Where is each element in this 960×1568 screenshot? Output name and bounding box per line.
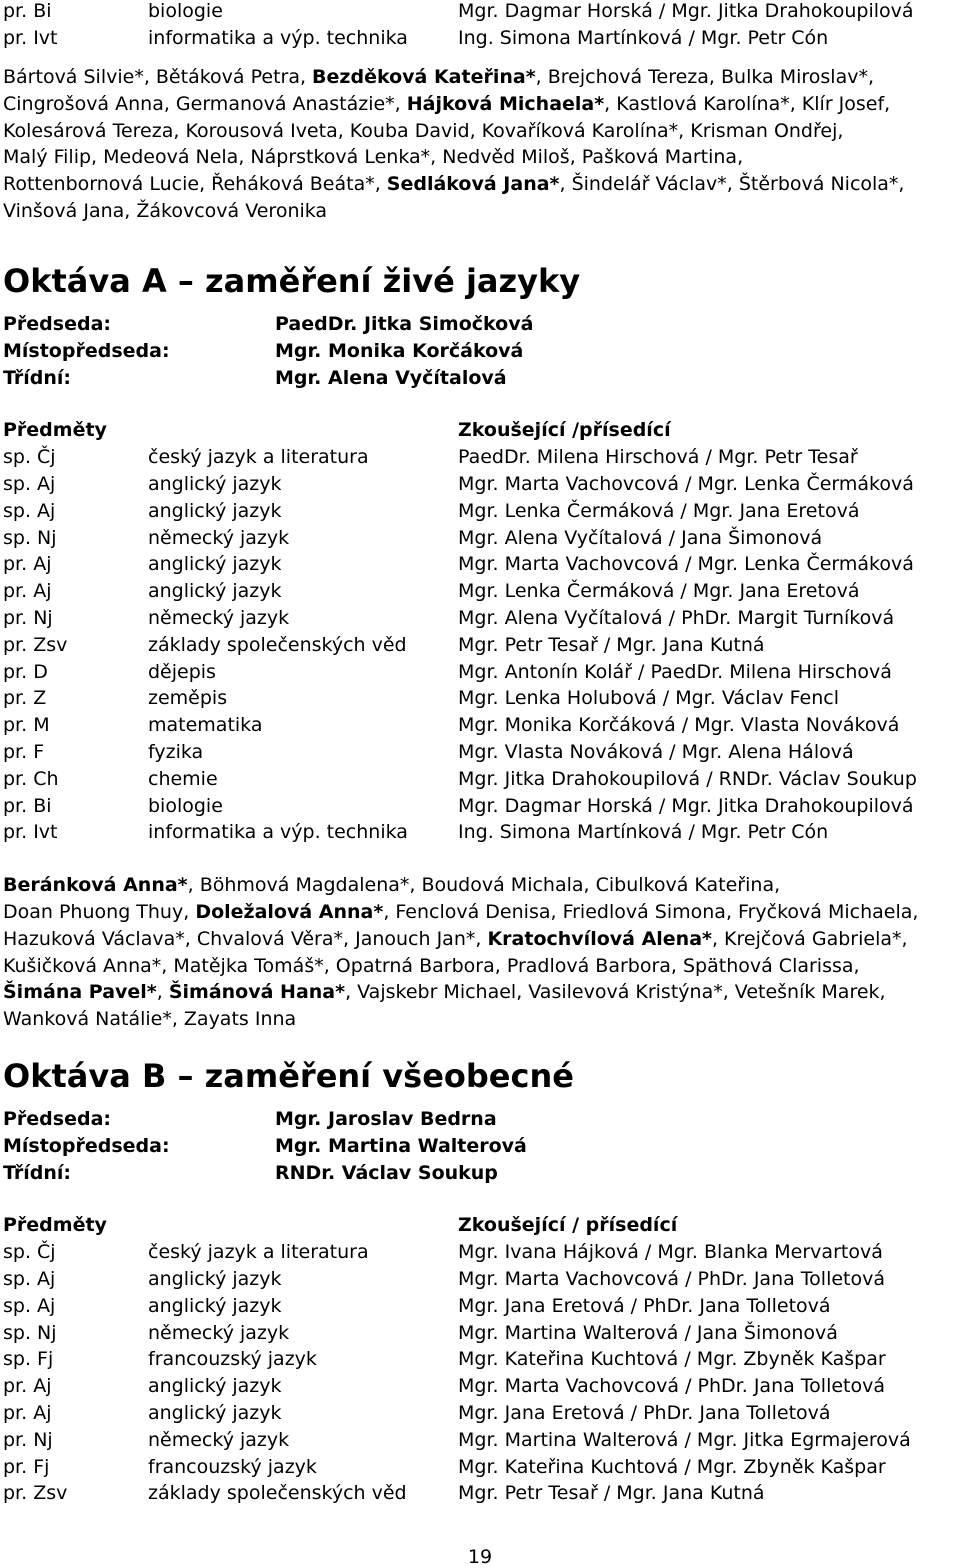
examiners-header: Zkoušející /přísedící <box>458 419 671 442</box>
student-names: Cingrošová Anna, Germanová Anastázie*, <box>3 92 407 115</box>
examiners: Mgr. Jitka Drahokoupilová / RNDr. Václav Soukup <box>458 767 917 790</box>
examiners: Ing. Simona Martínková / Mgr. Petr Cón <box>458 26 829 49</box>
table-row <box>3 659 958 686</box>
subject-name: německý jazyk <box>148 1321 290 1344</box>
subject-name: chemie <box>148 767 218 790</box>
student-names: , Fenclová Denisa, Friedlová Simona, Fryčková Michaela, <box>383 900 919 923</box>
examiners: Mgr. Marta Vachovcová / PhDr. Jana Tolletová <box>458 1375 885 1398</box>
examiners: Mgr. Ivana Hájková / Mgr. Blanka Mervartová <box>458 1241 883 1264</box>
examiners: Mgr. Monika Korčáková / Mgr. Vlasta Nováková <box>458 714 900 737</box>
subject-name: německý jazyk <box>148 606 290 629</box>
student-line <box>3 1006 958 1033</box>
class-title: Oktáva A – zaměření živé jazyky <box>3 262 581 300</box>
class-section-octava-a <box>3 250 958 1033</box>
student-names: , Krejčová Gabriela*, <box>711 927 908 950</box>
subject-name: anglický jazyk <box>148 553 282 576</box>
subject-table <box>3 1239 958 1507</box>
student-name-highlighted: Bezděková Kateřina* <box>312 66 536 88</box>
subject-code: pr. Ch <box>3 767 59 790</box>
subject-name: zeměpis <box>148 687 228 710</box>
subject-code: pr. Bi <box>3 794 52 817</box>
student-line <box>3 144 904 171</box>
subject-name: anglický jazyk <box>148 1401 282 1424</box>
subject-code: pr. D <box>3 660 48 683</box>
student-names: Wanková Natálie*, Zayats Inna <box>3 1008 297 1031</box>
subjects-header: Předměty <box>3 419 107 442</box>
officer-row <box>3 365 958 392</box>
table-row <box>3 471 958 498</box>
subject-code: sp. Čj <box>3 1241 56 1264</box>
officer-row <box>3 338 958 365</box>
officer-row <box>3 311 958 338</box>
student-names: Malý Filip, Medeová Nela, Náprstková Lenka*, Nedvěd Miloš, Pašková Martina, <box>3 146 744 169</box>
class-section-octava-b <box>3 1045 958 1507</box>
table-row <box>3 1293 958 1320</box>
table-row <box>3 793 958 820</box>
student-names: , Böhmová Magdalena*, Boudová Michala, Cibulková Kateřina, <box>187 874 781 897</box>
subject-table <box>3 444 958 846</box>
student-names: Bártová Silvie*, Bětáková Petra, <box>3 66 313 88</box>
student-names: Rottenbornová Lucie, Řeháková Beáta*, <box>3 173 387 196</box>
officer-role: Předseda: <box>3 313 111 335</box>
subject-name: základy společenských věd <box>148 1482 407 1505</box>
examiners: Mgr. Marta Vachovcová / Mgr. Lenka Čermáková <box>458 553 914 576</box>
examiners: Mgr. Alena Vyčítalová / Jana Šimonová <box>458 526 823 549</box>
student-line <box>3 198 904 225</box>
subject-code: pr. Ivt <box>3 821 58 844</box>
student-name-highlighted: Kratochvílová Alena* <box>487 927 712 950</box>
examiners: PaedDr. Milena Hirschová / Mgr. Petr Tesař <box>458 446 858 469</box>
officer-role: Třídní: <box>3 1161 71 1184</box>
subjects-header: Předměty <box>3 1214 107 1237</box>
table-row <box>3 1266 958 1293</box>
subject-code: pr. Aj <box>3 580 52 603</box>
subject-name: český jazyk a literatura <box>148 1241 369 1264</box>
subject-code: pr. Ivt <box>3 26 58 49</box>
subject-name: anglický jazyk <box>148 1267 282 1290</box>
officer-name: Mgr. Martina Walterová <box>275 1134 527 1157</box>
officer-name: Mgr. Monika Korčáková <box>275 339 524 362</box>
officer-row <box>3 1106 958 1133</box>
table-row <box>3 739 958 766</box>
student-names: Kolesárová Tereza, Korousová Iveta, Kouba David, Kovaříková Karolína*, Krisman Ondřej, <box>3 119 844 142</box>
table-row <box>3 632 958 659</box>
subject-name: německý jazyk <box>148 526 290 549</box>
subject-code: pr. M <box>3 714 50 737</box>
subject-name: informatika a výp. technika <box>148 821 408 844</box>
subject-name: matematika <box>148 714 263 737</box>
examiners: Mgr. Marta Vachovcová / PhDr. Jana Tolletová <box>458 1267 885 1290</box>
table-row <box>3 25 958 52</box>
student-line <box>3 926 958 953</box>
officer-row <box>3 1133 958 1160</box>
student-line <box>3 953 958 980</box>
student-name-highlighted: Šimánová Hana* <box>168 981 346 1004</box>
subject-name: dějepis <box>148 660 216 683</box>
student-name-highlighted: Doležalová Anna* <box>195 900 384 923</box>
subject-name: francouzský jazyk <box>148 1455 317 1478</box>
officer-name: RNDr. Václav Soukup <box>275 1161 498 1184</box>
examiners: Mgr. Jana Eretová / PhDr. Jana Tolletová <box>458 1401 831 1424</box>
officer-role: Místopředseda: <box>3 1134 170 1157</box>
student-names: , Brejchová Tereza, Bulka Miroslav*, <box>535 66 875 88</box>
student-names: , Kastlová Karolína*, Klír Josef, <box>604 92 891 115</box>
subject-name: anglický jazyk <box>148 1294 282 1317</box>
student-names: Kušičková Anna*, Matějka Tomáš*, Opatrná Barbora, Pradlová Barbora, Späthová Clarissa, <box>3 954 860 977</box>
student-line <box>3 64 904 91</box>
table-row <box>3 819 958 846</box>
subject-code: pr. Nj <box>3 1428 53 1451</box>
subject-code: pr. Nj <box>3 606 53 629</box>
officer-name: PaedDr. Jitka Simočková <box>275 313 534 335</box>
table-row <box>3 1480 958 1507</box>
subject-code: pr. Fj <box>3 1455 50 1478</box>
subject-name: anglický jazyk <box>148 580 282 603</box>
student-names: Vinšová Jana, Žákovcová Veronika <box>3 199 328 222</box>
subject-code: sp. Čj <box>3 446 56 469</box>
examiners: Mgr. Lenka Čermáková / Mgr. Jana Eretová <box>458 499 860 522</box>
examiners: Mgr. Marta Vachovcová / Mgr. Lenka Čermáková <box>458 472 914 495</box>
student-name-highlighted: Beránková Anna* <box>3 874 188 897</box>
examiners-header: Zkoušející / přísedící <box>458 1214 678 1237</box>
subject-code: pr. F <box>3 740 45 763</box>
table-row <box>3 1427 958 1454</box>
table-row <box>3 444 958 471</box>
subject-code: pr. Bi <box>3 0 52 22</box>
table-row <box>3 605 958 632</box>
student-name-highlighted: Sedláková Jana* <box>386 173 560 196</box>
examiners: Mgr. Kateřina Kuchtová / Mgr. Zbyněk Kašpar <box>458 1348 886 1371</box>
table-row <box>3 0 958 25</box>
student-line <box>3 872 958 899</box>
subject-name: francouzský jazyk <box>148 1348 317 1371</box>
subject-code: sp. Nj <box>3 526 57 549</box>
table-row <box>3 578 958 605</box>
examiners: Mgr. Martina Walterová / Jana Šimonová <box>458 1321 838 1344</box>
table-row <box>3 551 958 578</box>
examiners: Mgr. Petr Tesař / Mgr. Jana Kutná <box>458 633 765 656</box>
subject-code: sp. Aj <box>3 1267 56 1290</box>
student-names: , Šindelář Václav*, Štěrbová Nicola*, <box>559 173 905 196</box>
student-names: , <box>156 981 169 1004</box>
subject-name: český jazyk a literatura <box>148 446 369 469</box>
examiners: Mgr. Martina Walterová / Mgr. Jitka Egrmajerová <box>458 1428 911 1451</box>
class-title: Oktáva B – zaměření všeobecné <box>3 1057 574 1095</box>
table-row <box>3 1373 958 1400</box>
subject-code: pr. Aj <box>3 1375 52 1398</box>
table-row <box>3 1346 958 1373</box>
examiners: Mgr. Dagmar Horská / Mgr. Jitka Drahokoupilová <box>458 0 914 22</box>
student-names: Doan Phuong Thuy, <box>3 900 196 923</box>
subject-code: pr. Z <box>3 687 47 710</box>
subject-name: základy společenských věd <box>148 633 407 656</box>
examiners: Mgr. Kateřina Kuchtová / Mgr. Zbyněk Kašpar <box>458 1455 886 1478</box>
examiners: Ing. Simona Martínková / Mgr. Petr Cón <box>458 821 829 844</box>
subject-code: sp. Aj <box>3 499 56 522</box>
officer-role: Místopředseda: <box>3 339 170 362</box>
subject-code: pr. Zsv <box>3 633 68 656</box>
subject-code: pr. Aj <box>3 1401 52 1424</box>
officer-role: Třídní: <box>3 366 71 389</box>
subject-name: informatika a výp. technika <box>148 26 408 49</box>
subject-name: německý jazyk <box>148 1428 290 1451</box>
table-row <box>3 525 958 552</box>
subject-name: fyzika <box>148 740 204 763</box>
subjects-header-row <box>3 1212 958 1239</box>
student-line <box>3 979 958 1006</box>
officer-role: Předseda: <box>3 1108 111 1130</box>
examiners: Mgr. Lenka Čermáková / Mgr. Jana Eretová <box>458 580 860 603</box>
officer-row <box>3 1160 958 1187</box>
subject-name: anglický jazyk <box>148 472 282 495</box>
subject-code: pr. Zsv <box>3 1482 68 1505</box>
previous-class-student-list <box>3 64 904 225</box>
table-row <box>3 766 958 793</box>
subject-code: sp. Fj <box>3 1348 54 1371</box>
subject-name: biologie <box>148 0 223 22</box>
examiners: Mgr. Dagmar Horská / Mgr. Jitka Drahokoupilová <box>458 794 914 817</box>
student-line <box>3 171 904 198</box>
subjects-header-row <box>3 417 958 444</box>
subject-name: anglický jazyk <box>148 1375 282 1398</box>
subject-code: sp. Nj <box>3 1321 57 1344</box>
examiners: Mgr. Jana Eretová / PhDr. Jana Tolletová <box>458 1294 831 1317</box>
student-line <box>3 91 904 118</box>
subject-code: sp. Aj <box>3 472 56 495</box>
examiners: Mgr. Vlasta Nováková / Mgr. Alena Hálová <box>458 740 854 763</box>
student-list <box>3 872 958 1033</box>
examiners: Mgr. Petr Tesař / Mgr. Jana Kutná <box>458 1482 765 1505</box>
class-officers <box>3 311 958 391</box>
table-row <box>3 1239 958 1266</box>
previous-class-subject-table <box>3 0 958 52</box>
officer-name: Mgr. Alena Vyčítalová <box>275 366 507 389</box>
table-row <box>3 1400 958 1427</box>
table-row <box>3 685 958 712</box>
examiners: Mgr. Alena Vyčítalová / PhDr. Margit Turníková <box>458 606 895 629</box>
examiners: Mgr. Antonín Kolář / PaedDr. Milena Hirschová <box>458 660 892 683</box>
table-row <box>3 1320 958 1347</box>
student-names: Hazuková Václava*, Chvalová Věra*, Janouch Jan*, <box>3 927 488 950</box>
student-line <box>3 899 958 926</box>
subject-code: sp. Aj <box>3 1294 56 1317</box>
student-names: , Vajskebr Michael, Vasilevová Kristýna*, Vetešník Marek, <box>345 981 886 1004</box>
student-name-highlighted: Šimána Pavel* <box>3 981 157 1004</box>
subject-name: biologie <box>148 794 223 817</box>
subject-name: anglický jazyk <box>148 499 282 522</box>
table-row <box>3 1454 958 1481</box>
table-row <box>3 498 958 525</box>
page-number: 19 <box>467 1546 493 1568</box>
table-row <box>3 712 958 739</box>
class-officers <box>3 1106 958 1186</box>
student-line <box>3 118 904 145</box>
student-name-highlighted: Hájková Michaela* <box>406 92 605 115</box>
subject-code: pr. Aj <box>3 553 52 576</box>
examiners: Mgr. Lenka Holubová / Mgr. Václav Fencl <box>458 687 839 710</box>
officer-name: Mgr. Jaroslav Bedrna <box>275 1108 497 1130</box>
